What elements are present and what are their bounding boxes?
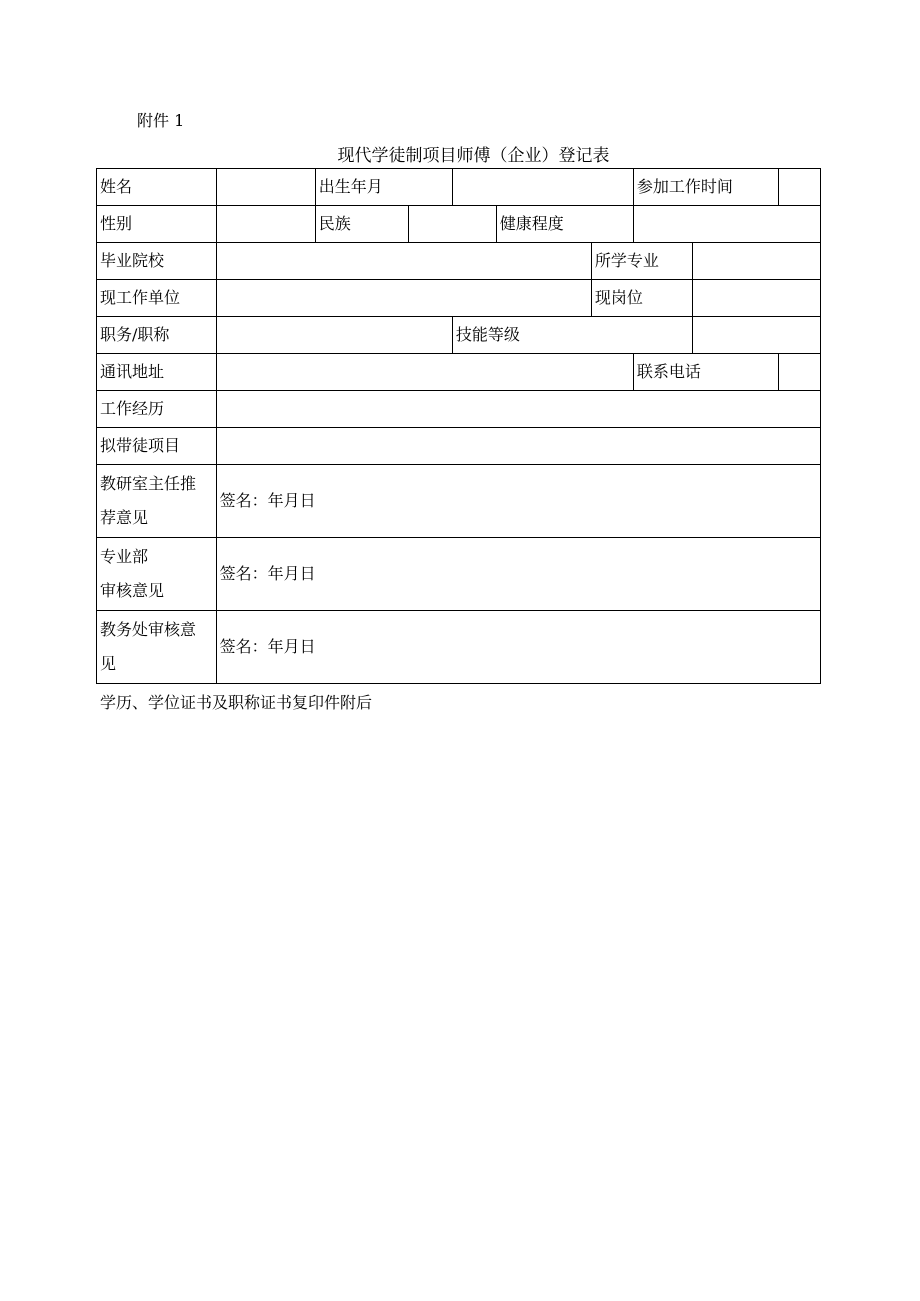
name-field[interactable] bbox=[216, 169, 315, 206]
birth-label: 出生年月 bbox=[315, 169, 452, 206]
form-row-employment bbox=[97, 280, 821, 317]
form-row-academic-affairs bbox=[97, 611, 821, 684]
major-field[interactable] bbox=[693, 243, 821, 280]
gender-label: 性别 bbox=[97, 206, 217, 243]
school-field[interactable] bbox=[216, 243, 591, 280]
major-label: 所学专业 bbox=[591, 243, 692, 280]
form-row-experience bbox=[97, 391, 821, 428]
experience-field[interactable] bbox=[216, 391, 820, 428]
department-signature: 签名：年月日 bbox=[219, 564, 316, 583]
form-title: 现代学徒制项目师傅（企业）登记表 bbox=[337, 146, 610, 166]
project-field[interactable] bbox=[216, 428, 820, 465]
ethnicity-field[interactable] bbox=[408, 206, 496, 243]
ethnicity-label: 民族 bbox=[315, 206, 408, 243]
employer-label: 现工作单位 bbox=[97, 280, 217, 317]
academic-affairs-label bbox=[97, 611, 217, 684]
department-label bbox=[97, 538, 217, 611]
form-row-basic-1 bbox=[97, 169, 821, 206]
skill-label: 技能等级 bbox=[452, 317, 692, 354]
form-row-title bbox=[97, 317, 821, 354]
skill-field[interactable] bbox=[693, 317, 821, 354]
registration-form-table bbox=[96, 168, 821, 684]
school-label: 毕业院校 bbox=[97, 243, 217, 280]
position-label: 现岗位 bbox=[591, 280, 692, 317]
position-field[interactable] bbox=[693, 280, 821, 317]
phone-label: 联系电话 bbox=[633, 354, 778, 391]
work-start-field[interactable] bbox=[779, 169, 821, 206]
academic-affairs-opinion-field[interactable] bbox=[216, 611, 820, 684]
form-row-department bbox=[97, 538, 821, 611]
title-label: 职务/职称 bbox=[97, 317, 217, 354]
department-opinion-field[interactable] bbox=[216, 538, 820, 611]
form-row-contact bbox=[97, 354, 821, 391]
form-row-project bbox=[97, 428, 821, 465]
name-label: 姓名 bbox=[97, 169, 217, 206]
teaching-office-label-line-2: 荐意见 bbox=[100, 508, 149, 527]
project-label: 拟带徒项目 bbox=[97, 428, 217, 465]
gender-field[interactable] bbox=[216, 206, 315, 243]
footnote: 学历、学位证书及职称证书复印件附后 bbox=[100, 693, 373, 712]
birth-field[interactable] bbox=[452, 169, 633, 206]
teaching-office-signature: 签名：年月日 bbox=[219, 491, 316, 510]
teaching-office-opinion-field[interactable] bbox=[216, 465, 820, 538]
experience-label: 工作经历 bbox=[97, 391, 217, 428]
department-label-line-2: 审核意见 bbox=[100, 581, 165, 600]
form-row-basic-2 bbox=[97, 206, 821, 243]
attachment-number: 附件 1 bbox=[137, 111, 185, 130]
address-label: 通讯地址 bbox=[97, 354, 217, 391]
phone-field[interactable] bbox=[779, 354, 821, 391]
form-row-education bbox=[97, 243, 821, 280]
teaching-office-label bbox=[97, 465, 217, 538]
address-field[interactable] bbox=[216, 354, 633, 391]
academic-affairs-label-line-2: 见 bbox=[100, 654, 117, 673]
teaching-office-label-line-1: 教研室主任推 bbox=[100, 474, 197, 493]
work-start-label: 参加工作时间 bbox=[633, 169, 778, 206]
employer-field[interactable] bbox=[216, 280, 591, 317]
health-label: 健康程度 bbox=[496, 206, 633, 243]
department-label-line-1: 专业部 bbox=[100, 547, 149, 566]
health-field[interactable] bbox=[633, 206, 820, 243]
academic-affairs-signature: 签名：年月日 bbox=[219, 637, 316, 656]
title-field[interactable] bbox=[216, 317, 452, 354]
form-row-teaching-office bbox=[97, 465, 821, 538]
academic-affairs-label-line-1: 教务处审核意 bbox=[100, 620, 197, 639]
